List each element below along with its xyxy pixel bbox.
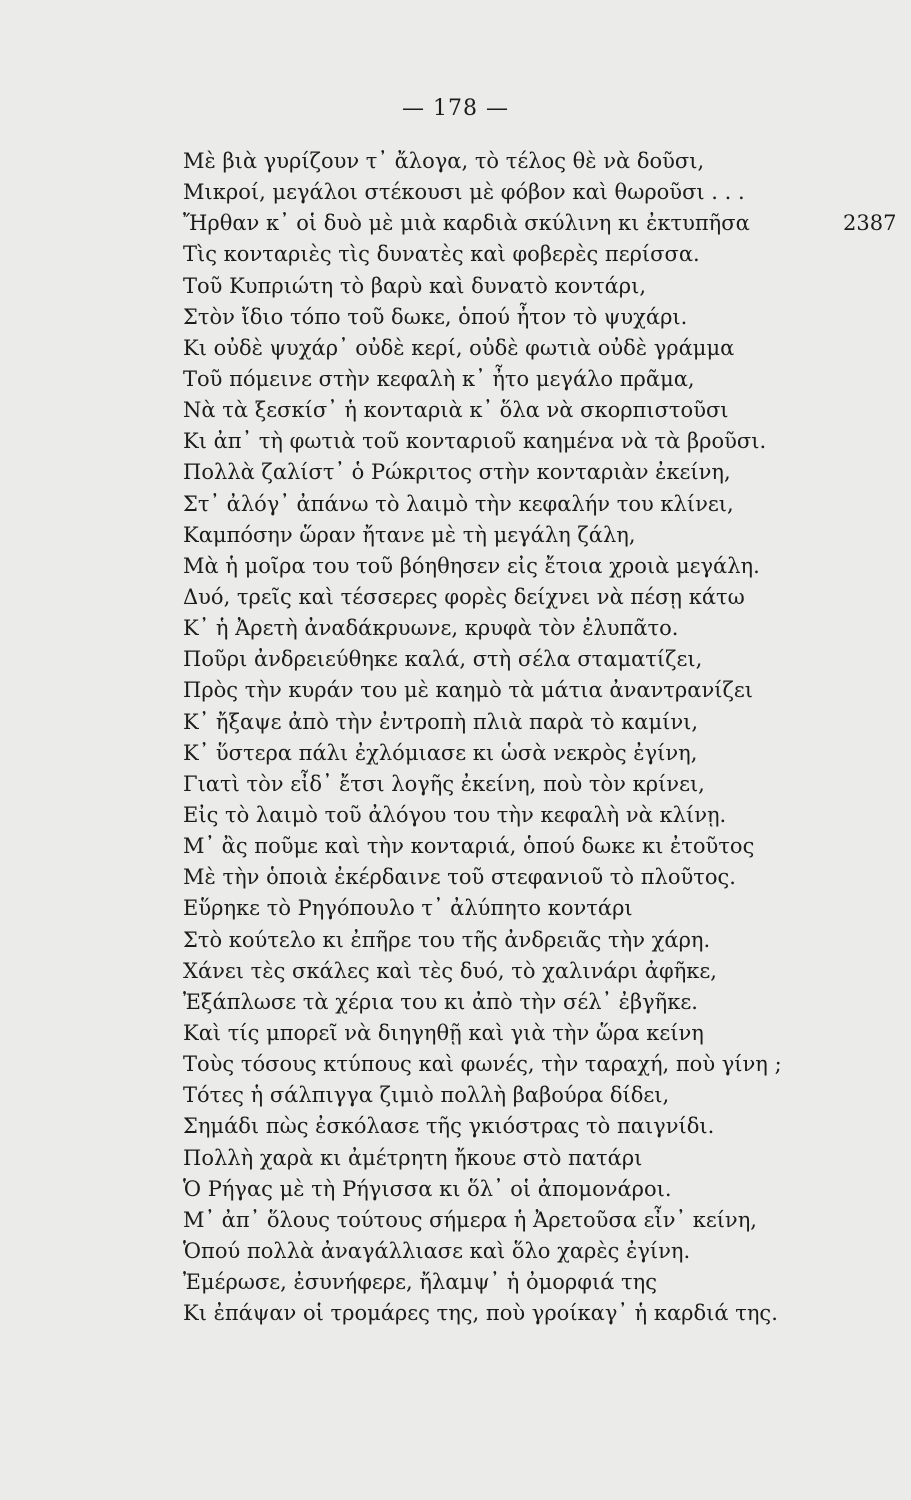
verse-line: [183, 520, 883, 551]
verse-text: Τότες ἡ σάλπιγγα ζιμιὸ πολλὴ βαβούρα δίδει,: [183, 1083, 670, 1108]
verse-text: Ἐμέρωσε, ἐσυνήφερε, ἤλαμψ᾽ ἡ ὀμορφιά της: [183, 1270, 658, 1295]
verse-line: [183, 364, 883, 395]
verse-text: Μ᾽ ἀπ᾽ ὅλους τούτους σήμερα ἡ Ἀρετοῦσα εἶν᾽ κείνη,: [183, 1207, 757, 1232]
verse-text: Πολλὰ ζαλίστ᾽ ὁ Ρώκριτος στὴν κονταριὰν ἐκείνη,: [183, 460, 731, 485]
verse-text: Τοὺς τόσους κτύπους καὶ φωνές, τὴν ταραχή, ποὺ γίνη ;: [183, 1052, 782, 1077]
verse-line: [183, 1267, 883, 1298]
verse-line: [183, 1080, 883, 1111]
verse-line: [183, 956, 883, 987]
verse-line: [183, 675, 883, 706]
verse-text: Ὁ Ρήγας μὲ τὴ Ρήγισσα κι ὅλ᾽ οἱ ἀπομονάροι.: [183, 1176, 672, 1201]
verse-line: [183, 395, 883, 426]
verse-line: [183, 208, 897, 239]
verse-text: Εὕρηκε τὸ Ρηγόπουλο τ᾽ ἀλύπητο κοντάρι: [183, 896, 633, 921]
verse-text: Κι ἀπ᾽ τὴ φωτιὰ τοῦ κονταριοῦ καημένα νὰ τὰ βροῦσι.: [183, 429, 767, 454]
verse-text: Ἤρθαν κ᾽ οἱ δυὸ μὲ μιὰ καρδιὰ σκύλινη κι ἐκτυπῆσα: [183, 211, 750, 236]
verse-text: Ποῦρι ἀνδρειεύθηκε καλά, στὴ σέλα σταματίζει,: [183, 647, 703, 672]
verse-line: [183, 1205, 883, 1236]
verse-line: [183, 271, 883, 302]
verse-line: [183, 1018, 883, 1049]
verse-line: [183, 146, 883, 177]
verse-number: 2387: [843, 211, 897, 236]
verse-text: Κ᾽ ὕστερα πάλι ἐχλόμιασε κι ὡσὰ νεκρὸς ἐγίνη,: [183, 740, 698, 765]
verse-text: Σημάδι πὼς ἐσκόλασε τῆς γκιόστρας τὸ παιγνίδι.: [183, 1114, 715, 1139]
verse-line: [183, 177, 883, 208]
verse-line: [183, 489, 883, 520]
verse-line: [183, 987, 883, 1018]
verse-text: Πολλὴ χαρὰ κι ἀμέτρητη ἤκουε στὸ πατάρι: [183, 1145, 643, 1170]
verse-line: [183, 1143, 883, 1174]
verse-text: Μ᾽ ἂς ποῦμε καὶ τὴν κονταριά, ὁπού δωκε κι ἐτοῦτος: [183, 834, 755, 859]
verse-text: Καὶ τίς μπορεῖ νὰ διηγηθῇ καὶ γιὰ τὴν ὥρα κείνη: [183, 1020, 704, 1045]
verse-line: [183, 738, 883, 769]
verse-text: Κ᾽ ἡ Ἀρετὴ ἀναδάκρυωνε, κρυφὰ τὸν ἐλυπᾶτο.: [183, 616, 679, 641]
verse-text: Κ᾽ ἤξαψε ἀπὸ τὴν ἐντροπὴ πλιὰ παρὰ τὸ καμίνι,: [183, 709, 699, 734]
verse-text: Χάνει τὲς σκάλες καὶ τὲς δυό, τὸ χαλινάρι ἀφῆκε,: [183, 958, 717, 983]
verse-line: [183, 1174, 883, 1205]
verse-text: Πρὸς τὴν κυράν του μὲ καημὸ τὰ μάτια ἀναντρανίζει: [183, 678, 753, 703]
verse-line: [183, 769, 883, 800]
verse-text: Δυό, τρεῖς καὶ τέσσερες φορὲς δείχνει νὰ πέσῃ κάτω: [183, 584, 745, 609]
verse-line: [183, 1049, 883, 1080]
verse-line: [183, 333, 883, 364]
verse-line: [183, 613, 883, 644]
verse-text: Μὲ τὴν ὁποιὰ ἐκέρδαινε τοῦ στεφανιοῦ τὸ πλοῦτος.: [183, 865, 736, 890]
verse-text: Μικροί, μεγάλοι στέκουσι μὲ φόβον καὶ θωροῦσι . . .: [183, 180, 745, 205]
verse-line: [183, 582, 883, 613]
verse-text: Τοῦ Κυπριώτη τὸ βαρὺ καὶ δυνατὸ κοντάρι,: [183, 273, 647, 298]
verse-line: [183, 1111, 883, 1142]
verse-text: Τὶς κονταριὲς τὶς δυνατὲς καὶ φοβερὲς περίσσα.: [183, 242, 700, 267]
verse-line: [183, 925, 883, 956]
verse-text: Μὲ βιὰ γυρίζουν τ᾽ ἄλογα, τὸ τέλος θὲ νὰ δοῦσι,: [183, 149, 705, 173]
verse-text: Ἐξάπλωσε τὰ χέρια του κι ἀπὸ τὴν σέλ᾽ ἐβγῆκε.: [183, 989, 698, 1014]
page-number: — 178 —: [402, 96, 509, 121]
verse-text: Στὸ κούτελο κι ἐπῆρε του τῆς ἀνδρειᾶς τὴν χάρη.: [183, 927, 711, 952]
verse-line: [183, 707, 883, 738]
verse-line: [183, 644, 883, 675]
verse-text: Κι οὐδὲ ψυχάρ᾽ οὐδὲ κερί, οὐδὲ φωτιὰ οὐδὲ γράμμα: [183, 335, 735, 360]
verse-text: Εἰς τὸ λαιμὸ τοῦ ἀλόγου του τὴν κεφαλὴ νὰ κλίνῃ.: [183, 802, 727, 827]
verse-line: [183, 893, 883, 924]
poem-text: [183, 146, 897, 1329]
verse-text: Γιατὶ τὸν εἶδ᾽ ἔτσι λογῆς ἐκείνη, ποὺ τὸν κρίνει,: [183, 771, 705, 796]
verse-text: Ὁπού πολλὰ ἀναγάλλιασε καὶ ὅλο χαρὲς ἐγίνη.: [183, 1238, 691, 1263]
verse-text: Στ᾽ ἀλόγ᾽ ἀπάνω τὸ λαιμὸ τὴν κεφαλήν του κλίνει,: [183, 491, 734, 516]
verse-line: [183, 457, 883, 488]
verse-text: Μὰ ἡ μοῖρα του τοῦ βόηθησεν εἰς ἔτοια χροιὰ μεγάλη.: [183, 553, 760, 578]
verse-line: [183, 239, 883, 270]
verse-text: Κι ἐπάψαν οἱ τρομάρες της, ποὺ γροίκαγ᾽ ἡ καρδιά της.: [183, 1301, 778, 1326]
verse-line: [183, 831, 883, 862]
verse-text: Τοῦ πόμεινε στὴν κεφαλὴ κ᾽ ἦτο μεγάλο πρᾶμα,: [183, 366, 695, 391]
verse-line: [183, 302, 883, 333]
verse-line: [183, 1236, 883, 1267]
verse-text: Νὰ τὰ ξεσκίσ᾽ ἡ κονταριὰ κ᾽ ὅλα νὰ σκορπιστοῦσι: [183, 398, 729, 423]
verse-line: [183, 426, 883, 457]
verse-line: [183, 800, 883, 831]
verse-line: [183, 551, 883, 582]
verse-text: Καμπόσην ὥραν ἤτανε μὲ τὴ μεγάλη ζάλη,: [183, 522, 636, 547]
verse-line: [183, 862, 883, 893]
verse-line: [183, 1298, 883, 1329]
verse-text: Στὸν ἴδιο τόπο τοῦ δωκε, ὁπού ἦτον τὸ ψυχάρι.: [183, 304, 688, 329]
